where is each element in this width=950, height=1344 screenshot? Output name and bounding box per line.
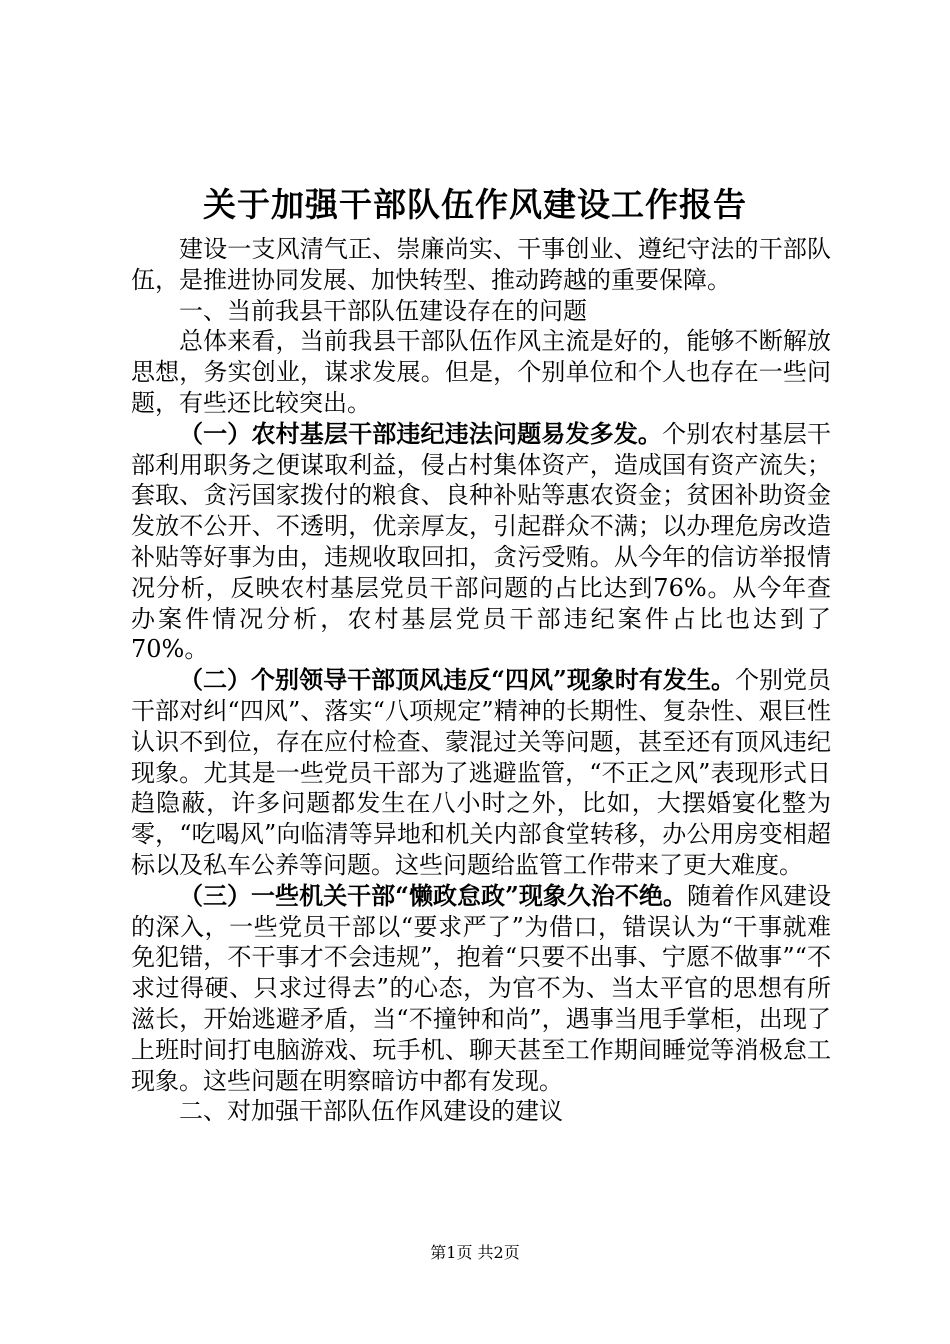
section-2-heading: 二、对加强干部队伍作风建设的建议 [179,1097,563,1126]
point-1-lead: （一）农村基层干部违纪违法问题易发多发。 [179,418,663,448]
point-2-paragraph [131,665,831,881]
point-1-paragraph [131,419,831,665]
point-2-body: 个别党员干部对纠“四风”、落实“八项规定”精神的长期性、复杂性、艰巨性认识不到位，存在应付检查、蒙混过关等问题，甚至还有顶风违纪现象。尤其是一些党员干部为了逃避监管，“不正之风”表现形式日趋隐蔽，许多问题都发生在八小时之外，比如，大摆婚宴化整为零，“吃喝风”向临清等异地和机关内部食堂转移，办公用房变相超标以及私车公养等问题。这些问题给监管工作带来了更大难度。 [131,666,832,879]
intro-paragraph: 建设一支风清气正、崇廉尚实、干事创业、遵纪守法的干部队伍，是推进协同发展、加快转型、推动跨越的重要保障。 [131,235,831,294]
page-footer: 第1页 共2页 [430,1243,520,1262]
point-3-lead: （三）一些机关干部“懒政怠政”现象久治不绝。 [179,880,687,910]
point-2-lead: （二）个别领导干部顶风违反“四风”现象时有发生。 [179,665,735,695]
section-1-summary: 总体来看，当前我县干部队伍作风主流是好的，能够不断解放思想，务实创业，谋求发展。但是，个别单位和个人也存在一些问题，有些还比较突出。 [131,327,831,417]
document-title: 关于加强干部队伍作风建设工作报告 [203,185,747,224]
section-1-heading: 一、当前我县干部队伍建设存在的问题 [179,296,587,325]
point-3-body: 随着作风建设的深入，一些党员干部以“要求严了”为借口，错误认为“干事就难免犯错，不干事才不会违规”，抱着“只要不出事、宁愿不做事”“不求过得硬、只求过得去”的心态，为官不为、当太平官的思想有所滋长，开始逃避矛盾，当“不撞钟和尚”，遇事当甩手掌柜，出现了上班时间打电脑游戏、玩手机、聊天甚至工作期间睡觉等消极怠工现象。这些问题在明察暗访中都有发现。 [131,881,832,1095]
point-1-body: 个别农村基层干部利用职务之便谋取利益，侵占村集体资产，造成国有资产流失；套取、贪污国家拨付的粮食、良种补贴等惠农资金；贫困补助资金发放不公开、不透明，优亲厚友，引起群众不满；以办理危房改造补贴等好事为由，违规收取回扣，贪污受贿。从今年的信访举报情况分析，反映农村基层党员干部问题的占比达到76%。从今年查办案件情况分析，农村基层党员干部违纪案件占比也达到了70%。 [131,419,832,664]
point-3-paragraph [131,881,831,1097]
document-body [131,234,831,1127]
